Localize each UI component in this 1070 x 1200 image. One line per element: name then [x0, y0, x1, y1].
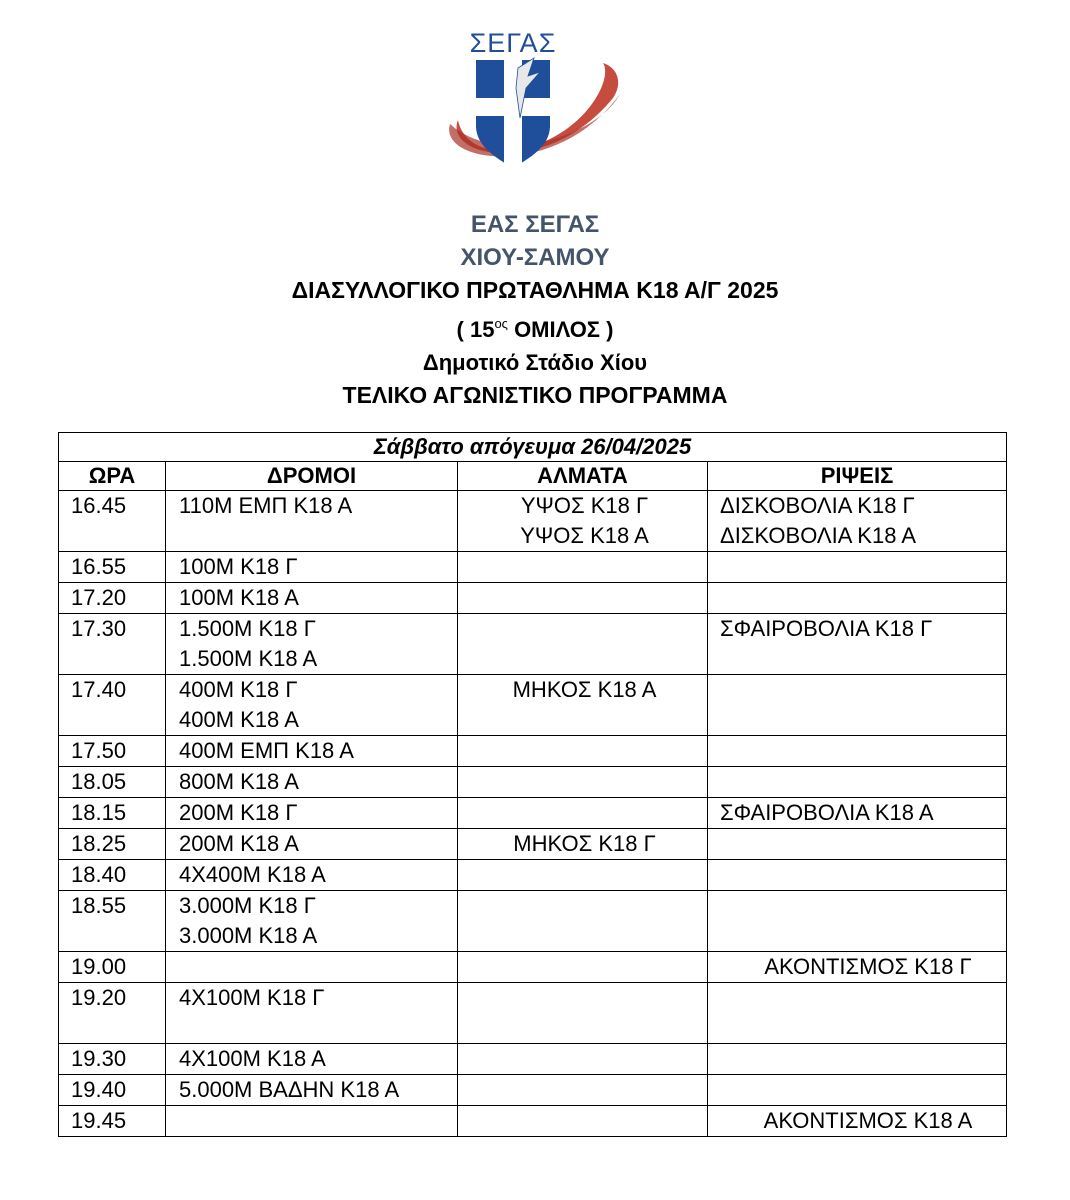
- time-cell: [59, 1044, 166, 1075]
- table-row: [59, 736, 1007, 767]
- track-events-cell: [166, 952, 458, 983]
- time-cell: [59, 675, 166, 736]
- time-cell-text: 17.20: [71, 585, 127, 610]
- table-row: [59, 675, 1007, 736]
- time-cell-text: 17.40: [71, 677, 127, 702]
- track-events-cell-text: 1.500Μ Κ18 Α: [179, 646, 318, 671]
- track-events-cell-text: 800Μ Κ18 Α: [179, 769, 299, 794]
- track-events-cell: [166, 860, 458, 891]
- track-events-cell-text: 3.000Μ Κ18 Γ: [179, 893, 316, 918]
- track-events-cell: [166, 552, 458, 583]
- time-cell: [59, 736, 166, 767]
- time-cell: [59, 891, 166, 952]
- time-cell-text: 17.30: [71, 616, 127, 641]
- jump-events-cell: [458, 767, 708, 798]
- throw-events-cell: [708, 675, 1007, 736]
- column-header-time: ΩΡΑ: [59, 462, 166, 491]
- track-events-cell-text: 200Μ Κ18 Γ: [179, 800, 298, 825]
- header-championship: ΔΙΑΣΥΛΛΟΓΙΚΟ ΠΡΩΤΑΘΛΗΜΑ Κ18 Α/Γ 2025: [291, 277, 779, 303]
- throw-events-cell: [708, 736, 1007, 767]
- track-events-cell-text: 400Μ ΕΜΠ Κ18 Α: [179, 738, 354, 763]
- throw-events-cell-text: ΑΚΟΝΤΙΣΜΟΣ Κ18 Γ: [764, 954, 972, 979]
- time-cell: [59, 491, 166, 552]
- jump-events-cell: [458, 491, 708, 552]
- track-events-cell: [166, 767, 458, 798]
- throw-events-cell: [708, 614, 1007, 675]
- throw-events-cell: [708, 552, 1007, 583]
- header-program-title: ΤΕΛΙΚΟ ΑΓΩΝΙΣΤΙΚΟ ΠΡΟΓΡΑΜΜΑ: [342, 382, 728, 408]
- time-cell-text: 18.15: [71, 800, 127, 825]
- track-events-cell-text: 200Μ Κ18 Α: [179, 831, 299, 856]
- track-events-cell: [166, 675, 458, 736]
- track-events-cell: [166, 983, 458, 1044]
- track-events-cell-text: 400Μ Κ18 Γ: [179, 677, 298, 702]
- time-cell: [59, 552, 166, 583]
- jump-events-cell: [458, 860, 708, 891]
- track-events-cell: [166, 583, 458, 614]
- time-cell-text: 19.30: [71, 1046, 127, 1071]
- track-events-cell-text: 4Χ100Μ Κ18 Γ: [179, 985, 325, 1010]
- jump-events-cell-text: ΥΨΟΣ Κ18 Α: [520, 523, 649, 548]
- track-events-cell-text: 1.500Μ Κ18 Γ: [179, 616, 316, 641]
- time-cell: [59, 983, 166, 1044]
- table-row: [59, 614, 1007, 675]
- jump-events-cell: [458, 1106, 708, 1137]
- header-org: ΕΑΣ ΣΕΓΑΣ: [470, 211, 600, 238]
- track-events-cell: [166, 736, 458, 767]
- time-cell: [59, 952, 166, 983]
- throw-events-cell-text: ΣΦΑΙΡΟΒΟΛΙΑ Κ18 Α: [720, 800, 934, 825]
- track-events-cell-text: 400Μ Κ18 Α: [179, 707, 299, 732]
- table-row: [59, 860, 1007, 891]
- segas-logo: [438, 28, 628, 173]
- throw-events-cell: [708, 1106, 1007, 1137]
- jump-events-cell: [458, 552, 708, 583]
- track-events-cell-text: 3.000Μ Κ18 Α: [179, 923, 318, 948]
- throw-events-cell: [708, 860, 1007, 891]
- header-region: ΧΙΟΥ-ΣΑΜΟΥ: [460, 244, 610, 271]
- table-title: Σάββατο απόγευμα 26/04/2025: [59, 433, 1007, 462]
- time-cell: [59, 767, 166, 798]
- track-events-cell: [166, 491, 458, 552]
- time-cell-text: 19.40: [71, 1077, 127, 1102]
- time-cell-text: 16.45: [71, 493, 127, 518]
- table-row: [59, 983, 1007, 1044]
- time-cell-text: 19.00: [71, 954, 127, 979]
- time-cell-text: 18.05: [71, 769, 127, 794]
- throw-events-cell: [708, 767, 1007, 798]
- throw-events-cell: [708, 983, 1007, 1044]
- schedule-table: [58, 432, 1007, 1137]
- throw-events-cell: [708, 1075, 1007, 1106]
- jump-events-cell: [458, 1044, 708, 1075]
- logo-text: ΣΕΓΑΣ: [469, 28, 557, 58]
- track-events-cell-text: 110Μ ΕΜΠ Κ18 Α: [179, 493, 353, 518]
- track-events-cell: [166, 829, 458, 860]
- jump-events-cell-text: ΥΨΟΣ Κ18 Γ: [520, 493, 649, 518]
- time-cell: [59, 798, 166, 829]
- table-row: [59, 1044, 1007, 1075]
- jump-events-cell: [458, 829, 708, 860]
- time-cell-text: 17.50: [71, 738, 127, 763]
- throw-events-cell: [708, 491, 1007, 552]
- jump-events-cell: [458, 891, 708, 952]
- jump-events-cell-text: ΜΗΚΟΣ Κ18 Α: [512, 677, 657, 702]
- track-events-cell-text: 4Χ400Μ Κ18 Α: [179, 862, 326, 887]
- track-events-cell-text: 4Χ100Μ Κ18 Α: [179, 1046, 326, 1071]
- throw-events-cell: [708, 829, 1007, 860]
- throw-events-cell: [708, 1044, 1007, 1075]
- table-row: [59, 952, 1007, 983]
- time-cell: [59, 583, 166, 614]
- jump-events-cell: [458, 583, 708, 614]
- time-cell: [59, 614, 166, 675]
- jump-events-cell-text: ΜΗΚΟΣ Κ18 Γ: [513, 831, 656, 856]
- throw-events-cell: [708, 891, 1007, 952]
- track-events-cell-text: 100Μ Κ18 Γ: [179, 554, 298, 579]
- throw-events-cell-text: ΑΚΟΝΤΙΣΜΟΣ Κ18 Α: [763, 1108, 973, 1133]
- throw-events-cell-text: ΔΙΣΚΟΒΟΛΙΑ Κ18 Γ: [720, 493, 915, 518]
- track-events-cell: [166, 1044, 458, 1075]
- time-cell-text: 18.40: [71, 862, 127, 887]
- jump-events-cell: [458, 798, 708, 829]
- jump-events-cell: [458, 736, 708, 767]
- time-cell: [59, 829, 166, 860]
- jump-events-cell: [458, 983, 708, 1044]
- column-header-throws: ΡΙΨΕΙΣ: [708, 462, 1007, 491]
- jump-events-cell: [458, 675, 708, 736]
- time-cell: [59, 860, 166, 891]
- throw-events-cell: [708, 798, 1007, 829]
- time-cell: [59, 1075, 166, 1106]
- table-row: [59, 1106, 1007, 1137]
- jump-events-cell: [458, 614, 708, 675]
- throw-events-cell: [708, 952, 1007, 983]
- table-row: [59, 583, 1007, 614]
- track-events-cell-text: 5.000Μ ΒΑΔΗΝ Κ18 Α: [179, 1077, 400, 1102]
- track-events-cell: [166, 1075, 458, 1106]
- table-row: [59, 1075, 1007, 1106]
- table-row: [59, 829, 1007, 860]
- time-cell-text: 19.45: [71, 1108, 127, 1133]
- throw-events-cell: [708, 583, 1007, 614]
- track-events-cell: [166, 614, 458, 675]
- time-cell: [59, 1106, 166, 1137]
- track-events-cell: [166, 891, 458, 952]
- time-cell-text: 19.20: [71, 985, 127, 1010]
- track-events-cell-text: 100Μ Κ18 Α: [179, 585, 299, 610]
- throw-events-cell-text: ΔΙΣΚΟΒΟΛΙΑ Κ18 Α: [720, 523, 917, 548]
- jump-events-cell: [458, 952, 708, 983]
- throw-events-cell-text: ΣΦΑΙΡΟΒΟΛΙΑ Κ18 Γ: [720, 616, 933, 641]
- table-row: [59, 491, 1007, 552]
- table-row: [59, 798, 1007, 829]
- table-row: [59, 891, 1007, 952]
- header-venue: Δημοτικό Στάδιο Χίου: [422, 350, 648, 375]
- track-events-cell: [166, 1106, 458, 1137]
- time-cell-text: 18.55: [71, 893, 127, 918]
- header-group: ( $15^{o\varsigma}$ ΟΜΙΛΟΣ ): [456, 316, 614, 342]
- document-header: [0, 208, 1070, 412]
- track-events-cell: [166, 798, 458, 829]
- column-header-track: ΔΡΟΜΟΙ: [166, 462, 458, 491]
- jump-events-cell: [458, 1075, 708, 1106]
- time-cell-text: 16.55: [71, 554, 127, 579]
- table-row: [59, 767, 1007, 798]
- table-row: [59, 552, 1007, 583]
- time-cell-text: 18.25: [71, 831, 127, 856]
- column-header-jumps: ΑΛΜΑΤΑ: [458, 462, 708, 491]
